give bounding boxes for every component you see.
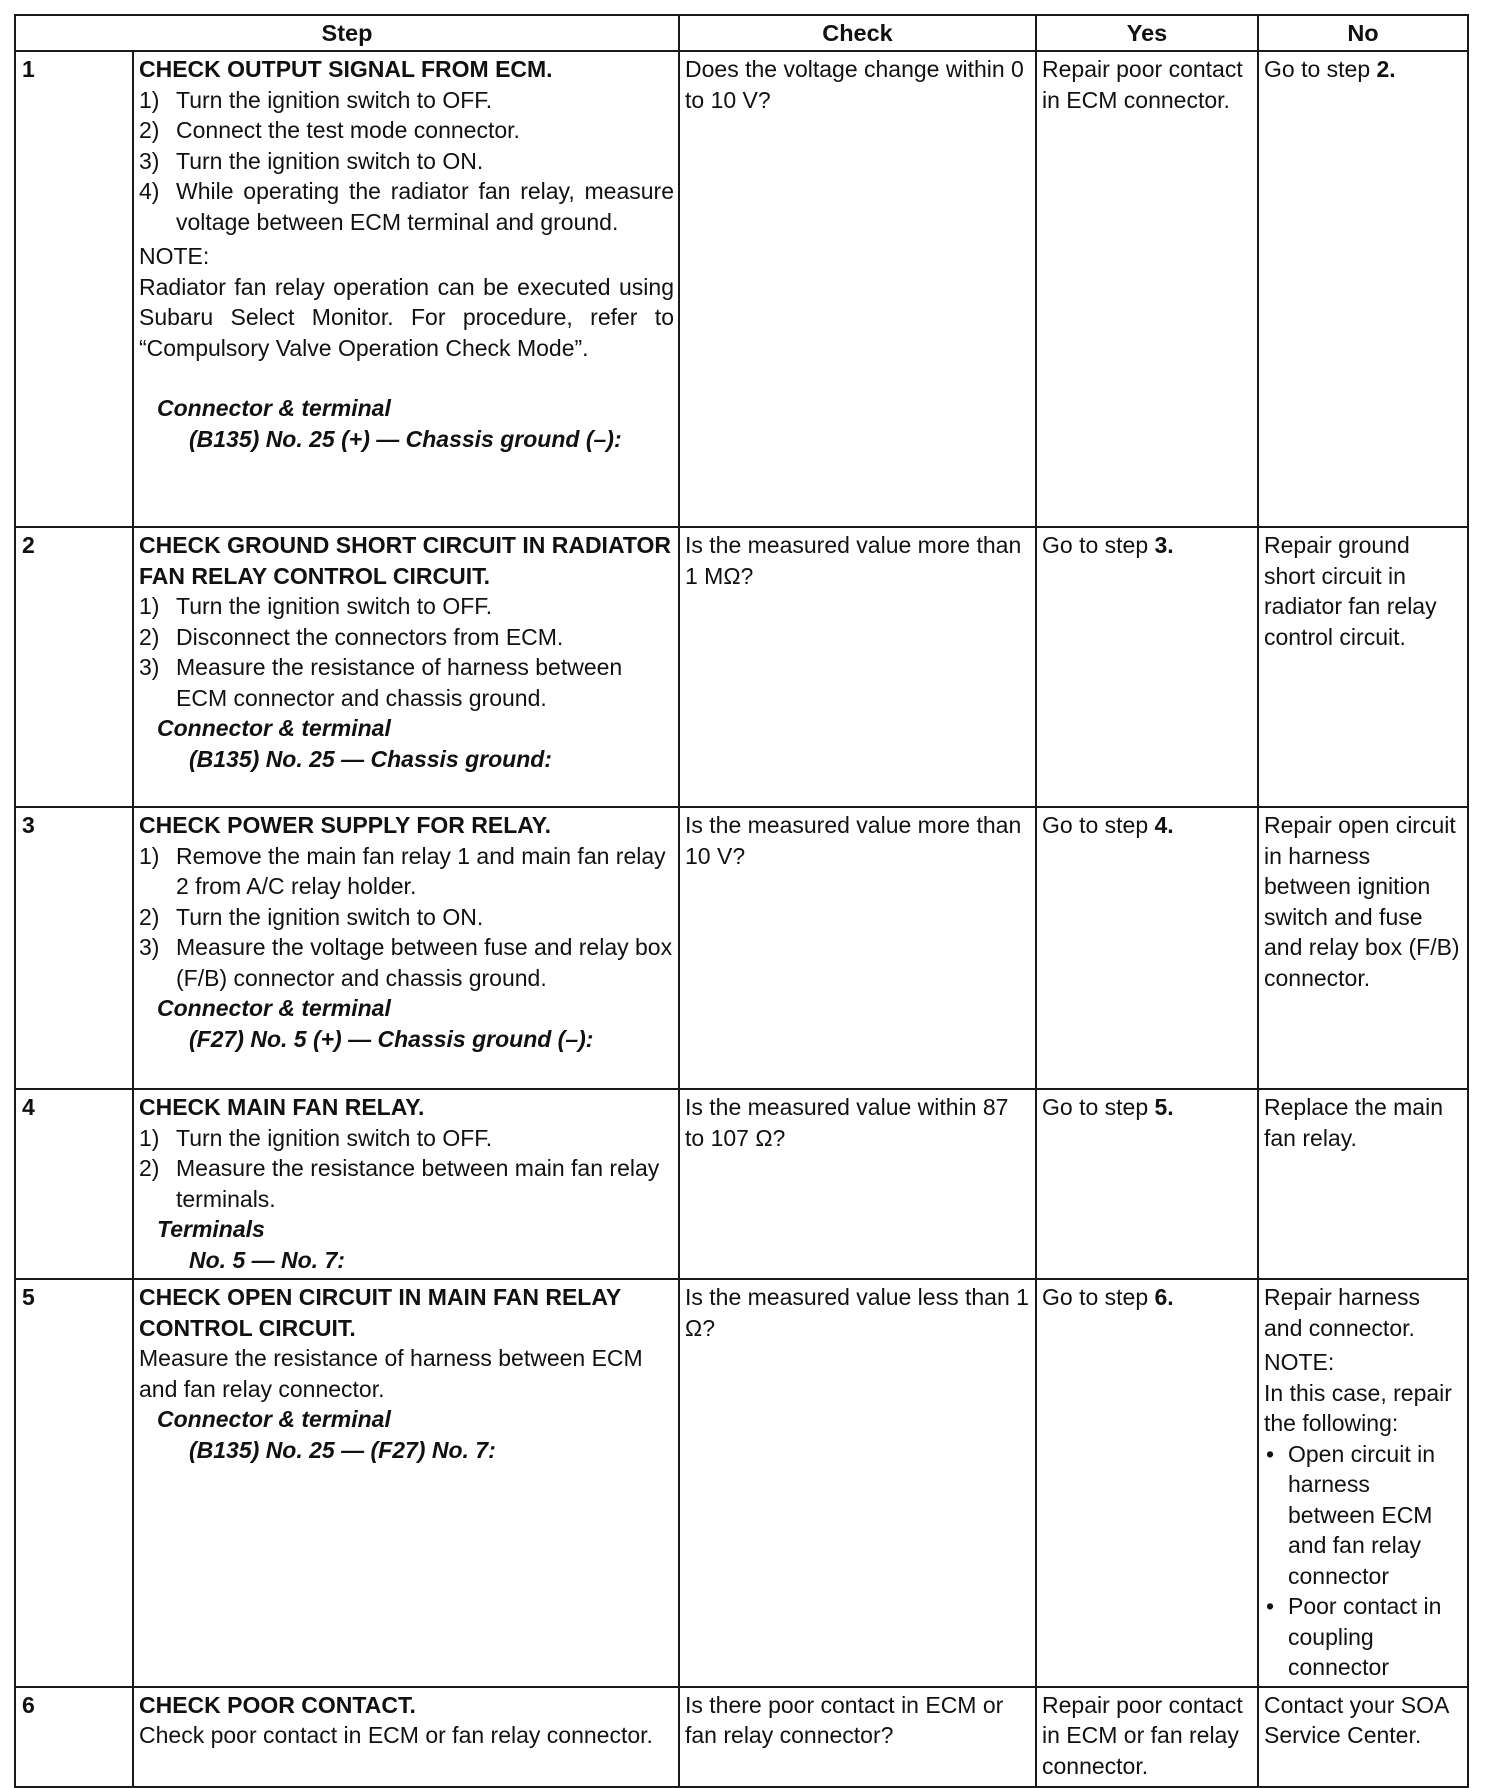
no-cell: Repair open circuit in harness between ignition switch and fuse and relay box (F/B) connector.: [1258, 807, 1468, 1089]
check-cell: Is the measured value more than 1 MΩ?: [679, 527, 1036, 807]
header-row: [15, 15, 1468, 51]
check-cell: Is the measured value less than 1 Ω?: [679, 1279, 1036, 1687]
list-item: 3) Turn the ignition switch to ON.: [139, 147, 484, 174]
step-link: 6.: [1154, 1284, 1174, 1310]
table-row: [15, 51, 1468, 527]
note-text: In this case, repair the following:: [1264, 1379, 1452, 1436]
list-item: 2) Turn the ignition switch to ON.: [139, 903, 484, 930]
step-cell: [133, 1089, 679, 1279]
terminals-label: Terminals: [157, 1216, 265, 1242]
step-cell: [133, 527, 679, 807]
header-check: Check: [679, 15, 1036, 51]
list-item: 2) Measure the resistance between main fan relay terminals.: [139, 1155, 660, 1212]
step-cell: [133, 807, 679, 1089]
no-cell: [1258, 1279, 1468, 1687]
connector-label: Connector & terminal: [157, 1406, 391, 1432]
header-step: Step: [15, 15, 679, 51]
table-row: [15, 1279, 1468, 1687]
step-number: 4: [15, 1089, 133, 1279]
step-number: 1: [15, 51, 133, 527]
table-row: [15, 807, 1468, 1089]
yes-cell: Go to step 6.: [1036, 1279, 1258, 1687]
step-title: CHECK OUTPUT SIGNAL FROM ECM.: [139, 56, 553, 82]
step-cell: [133, 1687, 679, 1787]
step-title: CHECK GROUND SHORT CIRCUIT IN RADIATOR FAN RELAY CONTROL CIRCUIT.: [139, 532, 671, 589]
note-label: NOTE:: [1264, 1349, 1335, 1375]
list-item: 1) Turn the ignition switch to OFF.: [139, 86, 493, 113]
terminals-value: No. 5 — No. 7:: [189, 1246, 345, 1273]
no-cell: Replace the main fan relay.: [1258, 1089, 1468, 1279]
step-cell: [133, 51, 679, 527]
step-link: 4.: [1154, 812, 1174, 838]
header-yes: Yes: [1036, 15, 1258, 51]
list-item: 2) Disconnect the connectors from ECM.: [139, 623, 564, 650]
diagnostic-table: [14, 14, 1469, 1788]
connector-value: (F27) No. 5 (+) — Chassis ground (–):: [189, 1025, 594, 1052]
step-cell: [133, 1279, 679, 1687]
list-item: 1) Turn the ignition switch to OFF.: [139, 1124, 493, 1151]
step-list: [139, 591, 674, 713]
connector-value: (B135) No. 25 — (F27) No. 7:: [189, 1436, 496, 1463]
check-cell: Is the measured value within 87 to 107 Ω?: [679, 1089, 1036, 1279]
table-row: [15, 1687, 1468, 1787]
check-cell: Is the measured value more than 10 V?: [679, 807, 1036, 1089]
no-action: Repair harness and connector.: [1264, 1284, 1420, 1341]
no-cell: Contact your SOA Service Center.: [1258, 1687, 1468, 1787]
no-cell: Go to step 2.: [1258, 51, 1468, 527]
step-number: 6: [15, 1687, 133, 1787]
step-link: 5.: [1154, 1094, 1174, 1120]
step-title: CHECK POWER SUPPLY FOR RELAY.: [139, 812, 551, 838]
connector-label: Connector & terminal: [157, 395, 391, 421]
header-no: No: [1258, 15, 1468, 51]
step-link: 2.: [1376, 56, 1396, 82]
check-cell: Is there poor contact in ECM or fan relay connector?: [679, 1687, 1036, 1787]
step-body: Measure the resistance of harness between ECM and fan relay connector.: [139, 1345, 643, 1402]
yes-cell: Go to step 5.: [1036, 1089, 1258, 1279]
connector-value: (B135) No. 25 — Chassis ground:: [189, 745, 552, 772]
step-number: 5: [15, 1279, 133, 1687]
step-title: CHECK POOR CONTACT.: [139, 1691, 416, 1718]
step-number: 2: [15, 527, 133, 807]
list-item: 1) Remove the main fan relay 1 and main fan relay 2 from A/C relay holder.: [139, 842, 666, 899]
note-label: NOTE:: [139, 243, 210, 269]
no-cell: Repair ground short circuit in radiator fan relay control circuit.: [1258, 527, 1468, 807]
list-item: 2) Connect the test mode connector.: [139, 117, 520, 143]
yes-cell: Go to step 4.: [1036, 807, 1258, 1089]
step-body: Check poor contact in ECM or fan relay connector.: [139, 1722, 653, 1748]
yes-cell: Repair poor contact in ECM connector.: [1036, 51, 1258, 527]
step-list: [139, 85, 674, 238]
step-list: [139, 1123, 674, 1215]
bullet-item: • Poor contact in coupling connector: [1266, 1593, 1442, 1680]
connector-label: Connector & terminal: [157, 995, 391, 1021]
list-item: 1) Turn the ignition switch to OFF.: [139, 593, 493, 619]
step-list: [139, 841, 674, 994]
table-row: [15, 527, 1468, 807]
table-row: [15, 1089, 1468, 1279]
connector-value: (B135) No. 25 (+) — Chassis ground (–):: [189, 425, 622, 452]
step-title: CHECK MAIN FAN RELAY.: [139, 1094, 425, 1120]
list-item: 3) Measure the voltage between fuse and relay box (F/B) connector and chassis ground.: [139, 934, 673, 991]
step-title: CHECK OPEN CIRCUIT IN MAIN FAN RELAY CONTROL CIRCUIT.: [139, 1284, 621, 1341]
step-link: 3.: [1154, 532, 1174, 558]
bullet-item: • Open circuit in harness between ECM and fan relay connector: [1266, 1440, 1436, 1589]
note-text: Radiator fan relay operation can be executed using Subaru Select Monitor. For procedure, refer to “Compulsory Valve Operation Check Mode”.: [139, 273, 674, 361]
list-item: 4) While operating the radiator fan relay, measure voltage between ECM terminal and ground.: [139, 178, 674, 235]
yes-cell: Go to step 3.: [1036, 527, 1258, 807]
check-cell: Does the voltage change within 0 to 10 V?: [679, 51, 1036, 527]
connector-label: Connector & terminal: [157, 715, 391, 741]
list-item: 3) Measure the resistance of harness between ECM connector and chassis ground.: [139, 654, 623, 711]
step-number: 3: [15, 807, 133, 1089]
yes-cell: Repair poor contact in ECM or fan relay connector.: [1036, 1687, 1258, 1787]
